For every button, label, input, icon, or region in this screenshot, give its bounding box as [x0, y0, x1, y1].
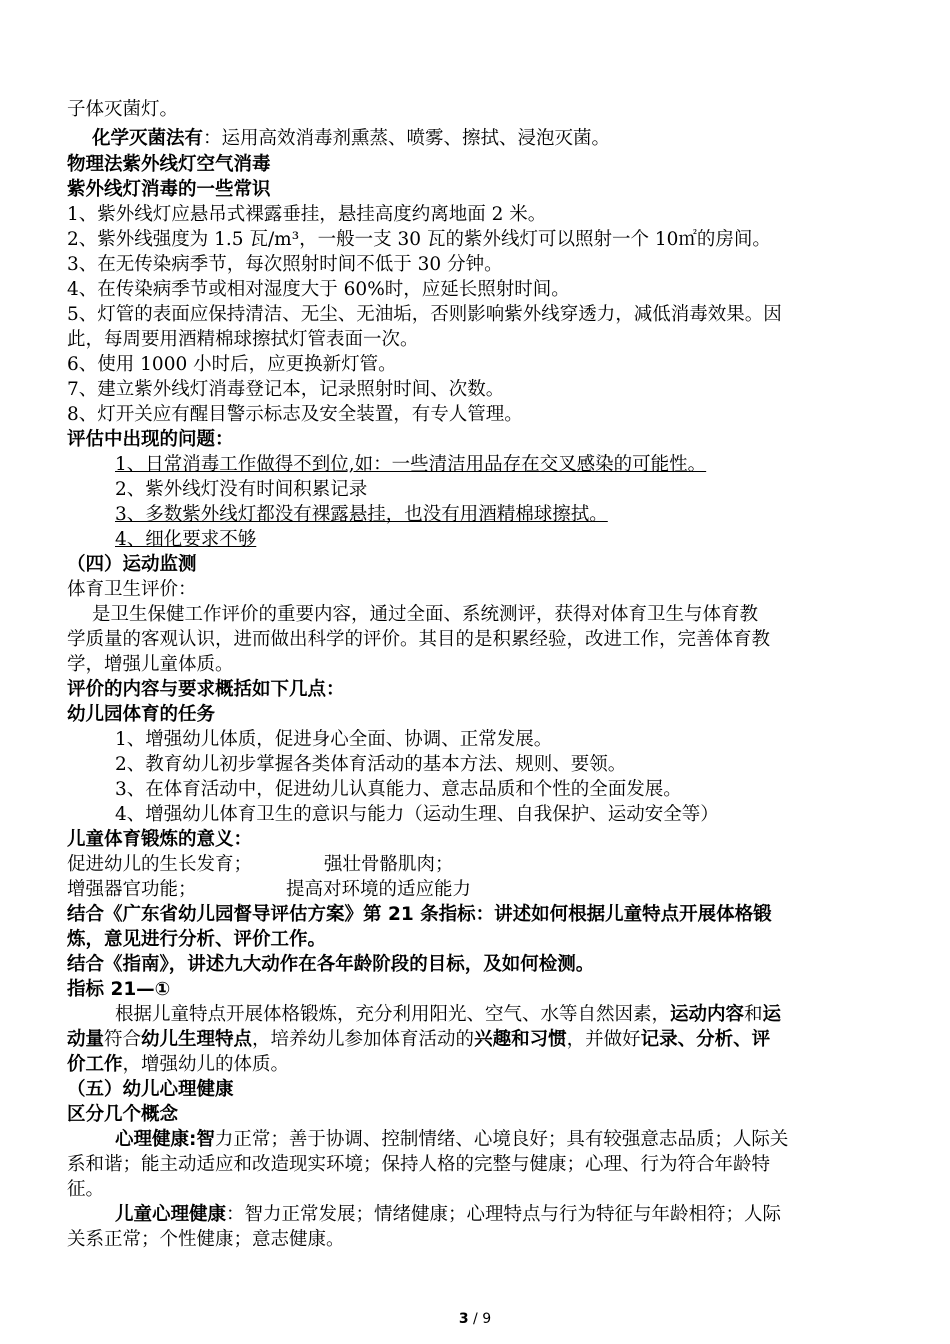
list-item: 1、日常消毒工作做得不到位,如：一些清洁用品存在交叉感染的可能性。	[115, 454, 707, 475]
list-item: 3、在无传染病季节，每次照射时间不低于 30 分钟。	[67, 254, 503, 275]
text-span: ，增强幼儿的体质。	[122, 1054, 290, 1075]
text-line: 学质量的客观认识，进而做出科学的评价。其目的是积累经验，改进工作，完善体育教	[67, 629, 771, 650]
bold-term: 记录、分析、评	[640, 1029, 771, 1050]
text-span: 根据儿童特点开展体格锻炼，充分利用阳光、空气、水等自然因素，	[115, 1004, 671, 1025]
text-line	[67, 876, 890, 903]
section-heading: 幼儿园体育的任务	[67, 704, 216, 725]
text-line	[67, 851, 890, 878]
bold-term: 价工作	[67, 1054, 123, 1075]
bold-term: 兴趣和习惯	[474, 1029, 567, 1050]
bold-term: 运动内容	[670, 1004, 745, 1025]
text-line: 征。	[67, 1179, 105, 1200]
text-span: 增强器官功能；	[67, 879, 197, 900]
bold-term: 心理健康:智	[115, 1129, 215, 1150]
text-line: 是卫生保健工作评价的重要内容，通过全面、系统测评，获得对体育卫生与体育教	[92, 604, 759, 625]
text-span: ，培养幼儿参加体育活动的	[252, 1029, 475, 1050]
text-line: 子体灭菌灯。	[67, 99, 179, 120]
text-span: 促进幼儿的生长发育；	[67, 854, 253, 875]
text-line: 体育卫生评价：	[67, 579, 197, 600]
section-heading: 紫外线灯消毒的一些常识	[67, 179, 271, 200]
total-pages: 9	[482, 1311, 492, 1327]
list-item: 3、多数紫外线灯都没有裸露悬挂，也没有用酒精棉球擦拭。	[115, 504, 608, 525]
text-line: 学，增强儿童体质。	[67, 654, 234, 675]
bold-term: 幼儿生理特点	[141, 1029, 253, 1050]
text-span: 强壮骨骼肌肉；	[324, 854, 454, 875]
section-heading: 评估中出现的问题：	[67, 429, 234, 450]
bold-term: 化学灭菌法有	[92, 128, 204, 149]
text-span: ：运用高效消毒剂熏蒸、喷雾、擦拭、浸泡灭菌。	[203, 128, 611, 149]
list-item: 6、使用 1000 小时后，应更换新灯管。	[67, 354, 397, 375]
section-heading: （五）幼儿心理健康	[67, 1079, 234, 1100]
text-line: 此，每周要用酒精棉球擦拭灯管表面一次。	[67, 329, 419, 350]
text-span: 力正常；善于协调、控制情绪、心境良好；具有较强意志品质；人际关	[214, 1129, 789, 1150]
list-item: 8、灯开关应有醒目警示标志及安全装置，有专人管理。	[67, 404, 523, 425]
text-span: 符合	[104, 1029, 142, 1050]
section-heading: 儿童体育锻炼的意义：	[67, 829, 253, 850]
text-line: 关系正常；个性健康；意志健康。	[67, 1229, 345, 1250]
text-line	[67, 1051, 890, 1078]
list-item: 1、增强幼儿体质，促进身心全面、协调、正常发展。	[115, 729, 553, 750]
text-span: 提高对环境的适应能力	[286, 879, 472, 900]
section-heading: 指标 21—①	[67, 979, 171, 1000]
section-heading: （四）运动监测	[67, 554, 197, 575]
bold-term: 儿童心理健康	[115, 1204, 227, 1225]
list-item: 5、灯管的表面应保持清洁、无尘、无油垢，否则影响紫外线穿透力，减低消毒效果。因	[67, 304, 782, 325]
list-item: 1、紫外线灯应悬吊式裸露垂挂，悬挂高度约离地面 2 米。	[67, 204, 547, 225]
text-line	[115, 1201, 890, 1228]
section-heading: 物理法紫外线灯空气消毒	[67, 154, 271, 175]
section-heading: 结合《广东省幼儿园督导评估方案》第 21 条指标：讲述如何根据儿童特点开展体格锻	[67, 904, 772, 925]
text-span: ，并做好	[566, 1029, 641, 1050]
bold-term: 运	[762, 1004, 782, 1025]
section-heading: 评价的内容与要求概括如下几点：	[67, 679, 345, 700]
page-number	[0, 1310, 950, 1328]
section-heading: 结合《指南》，讲述九大动作在各年龄阶段的目标，及如何检测。	[67, 954, 595, 975]
text-span: 和	[744, 1004, 763, 1025]
text-line	[67, 1026, 890, 1053]
list-item: 7、建立紫外线灯消毒登记本，记录照射时间、次数。	[67, 379, 505, 400]
list-item: 4、在传染病季节或相对湿度大于 60%时，应延长照射时间。	[67, 279, 570, 300]
text-line	[115, 1126, 890, 1153]
text-line	[115, 1001, 890, 1028]
text-line	[92, 125, 890, 152]
text-line: 系和谐；能主动适应和改造现实环境；保持人格的完整与健康；心理、行为符合年龄特	[67, 1154, 771, 1175]
text-span: ：智力正常发展；情绪健康；心理特点与行为特征与年龄相符；人际	[226, 1204, 782, 1225]
page-separator: /	[468, 1311, 483, 1327]
section-heading: 区分几个概念	[67, 1104, 179, 1125]
list-item: 2、紫外线强度为 1.5 瓦/m³，一般一支 30 瓦的紫外线灯可以照射一个 10㎡的房间。	[67, 229, 771, 250]
current-page: 3	[458, 1311, 469, 1327]
list-item: 2、教育幼儿初步掌握各类体育活动的基本方法、规则、要领。	[115, 754, 627, 775]
section-heading: 炼，意见进行分析、评价工作。	[67, 929, 327, 950]
list-item: 3、在体育活动中，促进幼儿认真能力、意志品质和个性的全面发展。	[115, 779, 682, 800]
list-item: 4、增强幼儿体育卫生的意识与能力（运动生理、自我保护、运动安全等）	[115, 804, 719, 825]
bold-term: 动量	[67, 1029, 105, 1050]
list-item: 2、紫外线灯没有时间积累记录	[115, 479, 368, 500]
list-item: 4、细化要求不够	[115, 529, 257, 550]
